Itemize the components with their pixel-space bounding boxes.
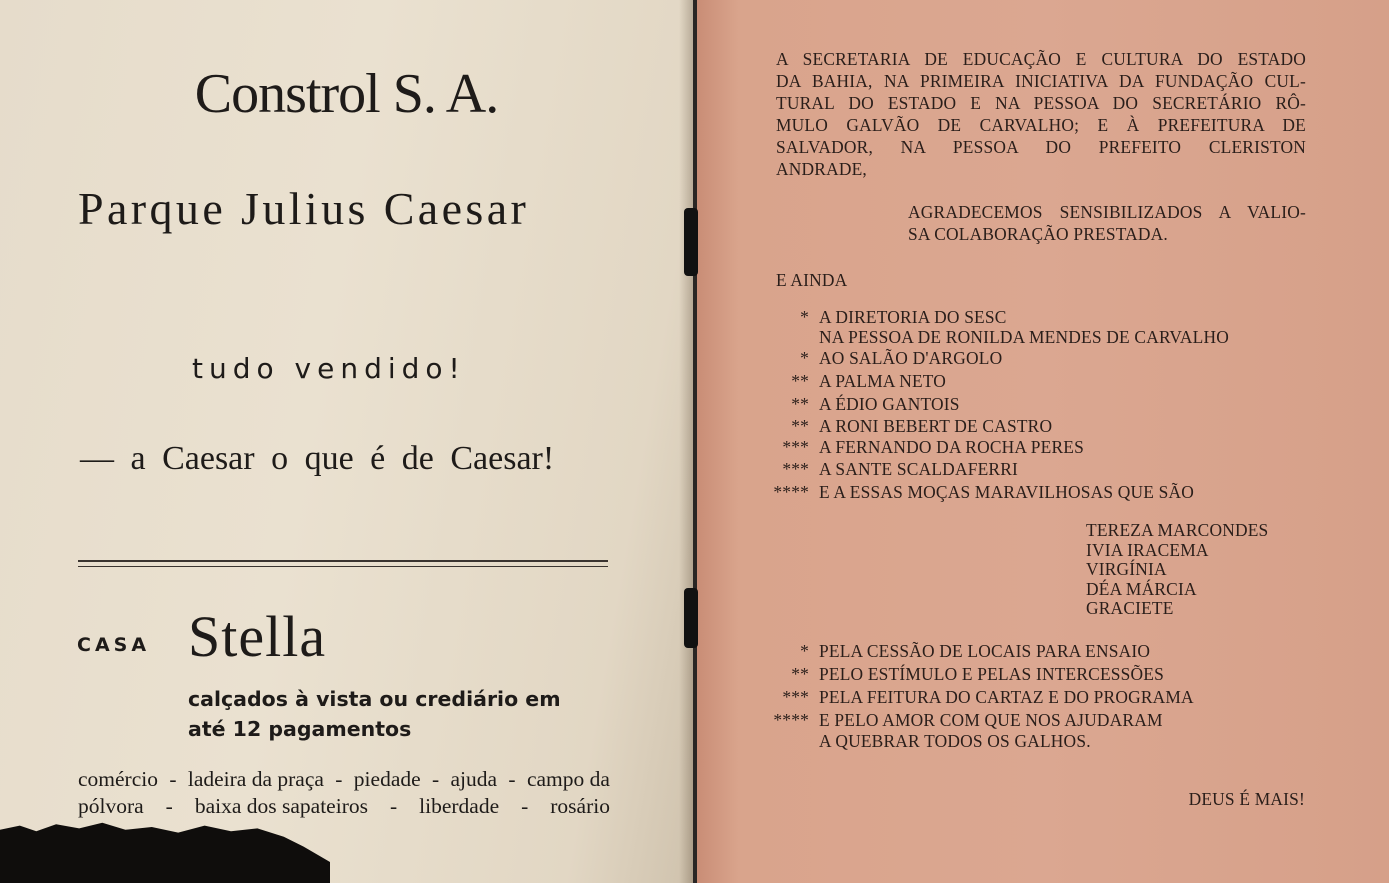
credit-marker: ** [791, 371, 809, 391]
binding-staple [684, 208, 698, 276]
address-item: liberdade [419, 794, 500, 818]
reason-row [767, 640, 1150, 662]
reason-text: E PELO AMOR COM QUE NOS AJUDARAM [819, 710, 1163, 730]
name-item: DÉA MÁRCIA [1086, 578, 1197, 599]
ad-title: Constrol S. A. [194, 63, 499, 125]
gutter-shadow [679, 0, 693, 883]
address-separator: - [508, 767, 516, 791]
credit-text: A PALMA NETO [819, 371, 947, 391]
address-item: baixa dos sapateiros [194, 794, 368, 818]
credit-continuation: NA PESSOA DE RONILDA MENDES DE CARVALHO [819, 327, 1229, 347]
thanks-line: SA COLABORAÇÃO PRESTADA. [908, 224, 1168, 244]
intro-line: MULO GALVÃO DE CARVALHO; E À PREFEITURA DE [776, 115, 1306, 135]
name-item: TEREZA MARCONDES [1086, 520, 1269, 540]
credit-text: A ÉDIO GANTOIS [819, 394, 960, 414]
divider-rule [78, 560, 608, 562]
names-list [1086, 521, 1268, 619]
credit-text: A RONI BEBERT DE CASTRO [819, 416, 1053, 436]
right-page-acknowledgements [697, 0, 1389, 883]
credit-marker: ** [791, 416, 809, 436]
binding-staple [684, 588, 698, 648]
credit-marker: *** [782, 459, 809, 479]
credit-row [767, 436, 1084, 458]
credit-marker: **** [773, 482, 809, 502]
credit-text: E A ESSAS MOÇAS MARAVILHOSAS QUE SÃO [819, 482, 1195, 502]
promo-line: até 12 pagamentos [188, 717, 412, 741]
credit-marker: * [800, 307, 809, 327]
name-item: IVIA IRACEMA [1086, 539, 1209, 560]
shop-addresses [78, 766, 610, 820]
shop-prefix: CASA [77, 634, 151, 656]
credit-row [767, 481, 1194, 503]
reason-text: PELO ESTÍMULO E PELAS INTERCESSÕES [819, 664, 1164, 684]
reason-marker: * [800, 641, 809, 661]
address-separator: - [521, 794, 529, 818]
address-item: rosário [550, 794, 610, 818]
address-separator: - [169, 767, 177, 791]
credit-marker: *** [782, 437, 809, 457]
reason-text: PELA CESSÃO DE LOCAIS PARA ENSAIO [819, 641, 1151, 661]
credit-row [767, 415, 1052, 437]
address-separator: - [165, 794, 173, 818]
ad-subtitle: Parque Julius Caesar [78, 183, 530, 234]
name-item: GRACIETE [1086, 598, 1174, 618]
credit-text: A SANTE SCALDAFERRI [819, 459, 1018, 479]
reason-row [767, 709, 1163, 731]
credit-text: AO SALÃO D'ARGOLO [819, 348, 1003, 368]
reason-continuation: A QUEBRAR TODOS OS GALHOS. [819, 731, 1091, 751]
intro-line: TURAL DO ESTADO E NA PESSOA DO SECRETÁRIO RÔ- [776, 93, 1306, 113]
divider-rule-thin [78, 566, 608, 567]
closing-line: DEUS É MAIS! [1188, 789, 1305, 809]
intro-line: DA BAHIA, NA PRIMEIRA INICIATIVA DA FUNDAÇÃO CUL- [776, 71, 1306, 91]
reason-marker: **** [773, 710, 809, 730]
address-item: ladeira da praça [187, 767, 324, 791]
name-item: VIRGÍNIA [1086, 559, 1167, 579]
address-item: piedade [353, 767, 421, 791]
thanks-paragraph [908, 201, 1306, 245]
address-item: ajuda [450, 767, 498, 791]
torn-corner [0, 813, 330, 883]
ad-motto: — a Caesar o que é de Caesar! [80, 440, 555, 477]
intro-paragraph [776, 48, 1306, 180]
ad-tagline: tudo vendido! [192, 352, 466, 385]
shop-name: Stella [188, 604, 327, 669]
reason-text: PELA FEITURA DO CARTAZ E DO PROGRAMA [819, 687, 1194, 707]
credit-marker: ** [791, 394, 809, 414]
intro-line: SALVADOR, NA PESSOA DO PREFEITO CLERISTON [776, 137, 1306, 157]
address-item: campo da [526, 767, 610, 791]
reason-row [767, 686, 1194, 708]
credit-text: A FERNANDO DA ROCHA PERES [819, 437, 1084, 457]
credit-row [767, 393, 960, 415]
address-item: pólvora [78, 794, 144, 818]
promo-line: calçados à vista ou crediário em [188, 687, 561, 711]
address-separator: - [335, 767, 343, 791]
reason-marker: ** [791, 664, 809, 684]
address-item: comércio [78, 767, 158, 791]
reason-marker: *** [782, 687, 809, 707]
address-line [78, 793, 610, 820]
address-separator: - [432, 767, 440, 791]
left-page-advertisements [0, 0, 693, 883]
intro-line: A SECRETARIA DE EDUCAÇÃO E CULTURA DO ESTADO [776, 49, 1306, 69]
credit-marker: * [800, 348, 809, 368]
ainda-heading: E AINDA [776, 270, 848, 290]
credit-row [767, 347, 1002, 369]
thanks-line: AGRADECEMOS SENSIBILIZADOS A VALIO- [908, 202, 1306, 222]
credit-row [767, 370, 946, 392]
intro-line: ANDRADE, [776, 159, 867, 179]
address-line [78, 766, 610, 793]
shop-promo [188, 684, 613, 744]
credit-row [767, 306, 1007, 328]
address-separator: - [389, 794, 398, 818]
credit-text: A DIRETORIA DO SESC [819, 307, 1007, 327]
reason-row [767, 663, 1164, 685]
credit-row [767, 458, 1018, 480]
